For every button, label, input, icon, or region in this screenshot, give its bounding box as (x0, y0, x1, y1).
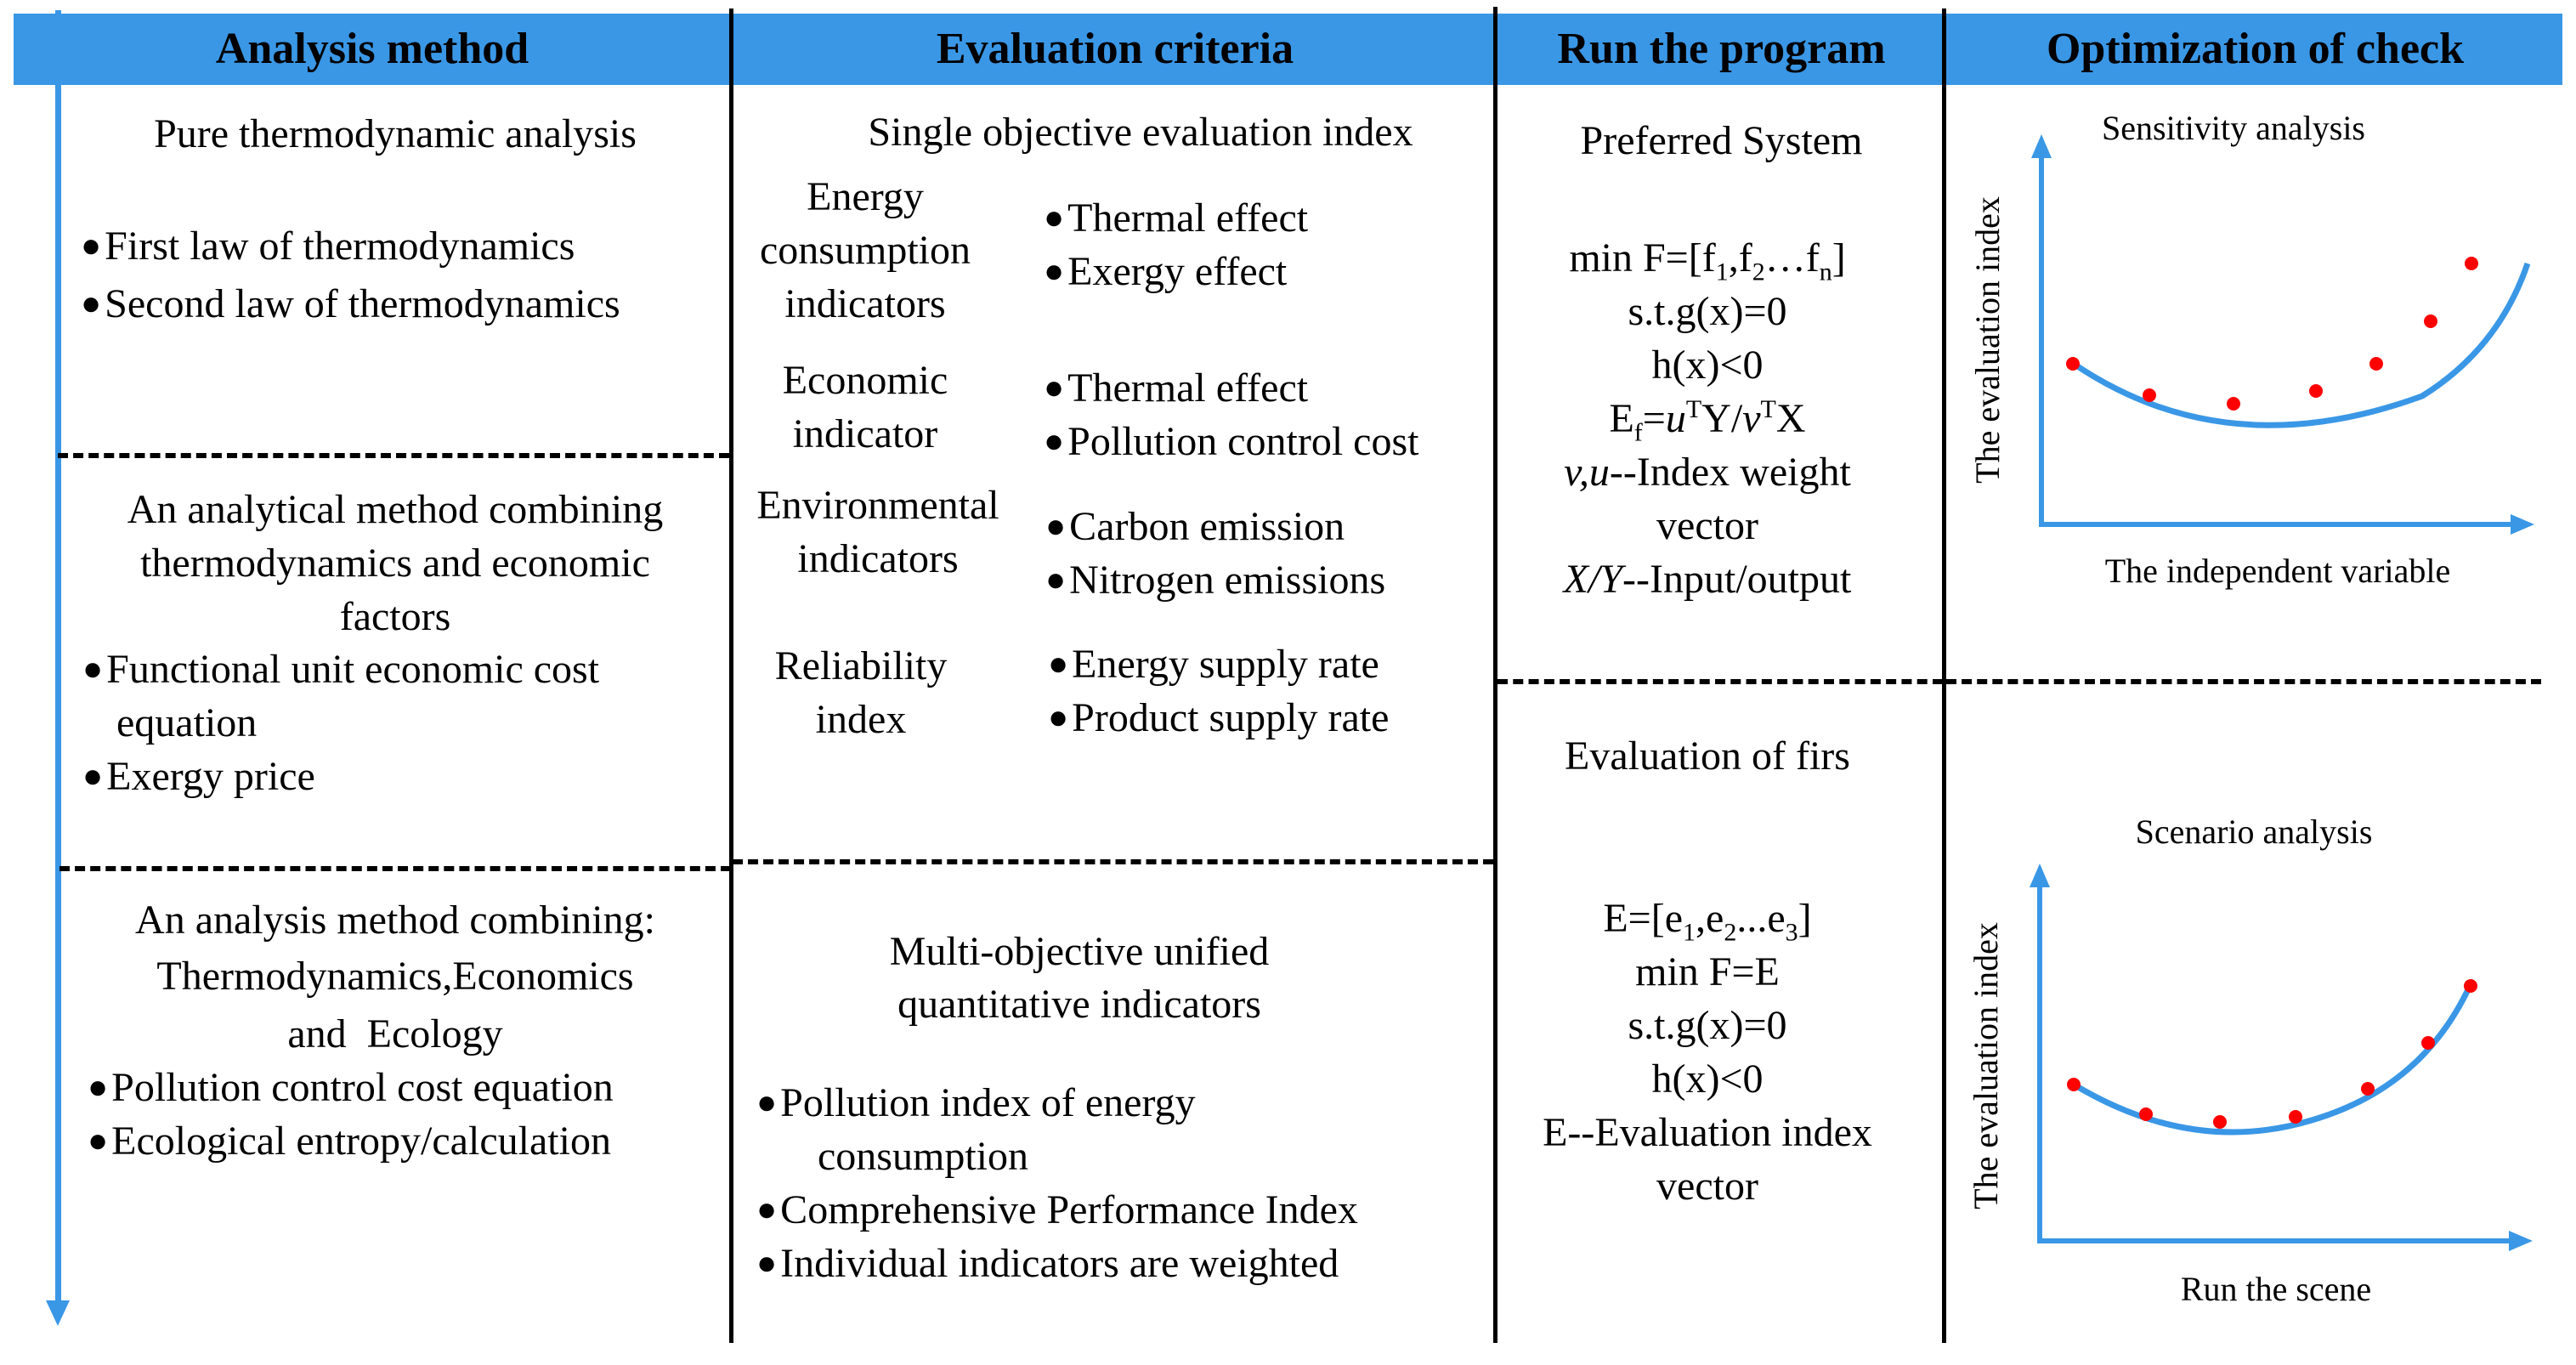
bullet-item-continuation: equation (116, 700, 258, 745)
separator-analysis-2 (59, 866, 731, 871)
scenario-analysis-chart (1946, 799, 2575, 1343)
bullet-item: ● First law of thermodynamics (81, 219, 575, 275)
y-axis-label: The evaluation index (1968, 196, 2007, 484)
criteria-item: ● Comprehensive Performance Index (756, 1183, 1358, 1238)
bullet-item: ● Functional unit economic cost (82, 643, 599, 698)
single-objective-title: Single objective evaluation index (868, 110, 1413, 155)
formula-eval-desc-cont: vector (1656, 1164, 1758, 1209)
evaluation-title: Evaluation of firs (1565, 733, 1850, 779)
x-axis-label: The independent variable (2104, 552, 2451, 590)
header-optimization-of-check: Optimization of check (2046, 25, 2465, 73)
bullet-item: ● Ecological entropy/calculation (88, 1114, 611, 1170)
criteria-label-line: indicator (792, 411, 938, 456)
formula-min: min F=E (1635, 949, 1780, 994)
section-title-line: An analysis method combining: (135, 898, 655, 943)
chart-title: Sensitivity analysis (2102, 109, 2365, 147)
criteria-item-continuation: consumption (818, 1134, 1028, 1179)
formula-eval-vector: $E=[e_1,e_2...e_3]$ (1603, 896, 1812, 947)
bullet-item: ● Exergy price (82, 750, 315, 805)
criteria-item: ● Pollution index of energy (756, 1076, 1196, 1131)
criteria-item: ● Thermal effect (1044, 191, 1308, 246)
formula-constraint-g: s.t.g(x)=0 (1628, 289, 1787, 334)
criteria-item: ● Individual indicators are weighted (756, 1237, 1339, 1292)
arrow-right-icon (2511, 514, 2534, 535)
preferred-system-title: Preferred System (1580, 118, 1863, 163)
arrow-up-icon (2031, 134, 2052, 158)
criteria-label-line: Energy (807, 174, 924, 219)
separator-run-program (1497, 679, 1943, 684)
multi-objective-title-line: Multi-objective unified (889, 929, 1270, 974)
data-points (2066, 257, 2478, 411)
formula-weight-desc: v,u--Index weight (1564, 450, 1851, 495)
x-axis (2037, 1231, 2533, 1251)
separator-evaluation (733, 859, 1493, 864)
flow-down-arrow-icon (34, 10, 85, 1336)
column-divider-1 (729, 8, 733, 1343)
x-axis (2039, 514, 2534, 535)
formula-weight-desc-cont: vector (1656, 503, 1758, 548)
section-title-line: thermodynamics and economic (140, 541, 650, 586)
x-axis-label: Run the scene (2180, 1270, 2372, 1308)
arrow-up-icon (2030, 864, 2050, 887)
criteria-label-line: Environmental (756, 483, 999, 528)
formula-objective: $\min F=[f_1,f_2\dots f_n]$ (1569, 235, 1846, 286)
bullet-item: ● Second law of thermodynamics (81, 277, 620, 332)
column-divider-2 (1493, 7, 1497, 1343)
sensitivity-analysis-chart (1946, 93, 2575, 612)
criteria-label-line: consumption (760, 228, 971, 273)
formula-eval-desc: E--Evaluation index (1543, 1110, 1872, 1155)
criteria-item: ● Product supply rate (1048, 691, 1389, 746)
criteria-item: ● Pollution control cost (1044, 415, 1419, 470)
criteria-label-line: index (815, 697, 907, 742)
formula-efficiency: $E_f=u^TY/v^TX$ (1609, 395, 1806, 447)
criteria-label-line: Reliability (774, 643, 948, 688)
criteria-label-line: Economic (782, 358, 948, 403)
criteria-label-line: indicators (797, 536, 959, 581)
criteria-item: ● Carbon emission (1045, 500, 1345, 555)
section-title: Pure thermodynamic analysis (154, 111, 637, 156)
criteria-item: ● Nitrogen emissions (1045, 553, 1385, 609)
y-axis-label: The evaluation index (1967, 922, 2005, 1209)
criteria-item: ● Thermal effect (1044, 361, 1308, 416)
y-axis (2031, 134, 2052, 524)
y-axis (2030, 864, 2050, 1241)
multi-objective-title-line: quantitative indicators (897, 982, 1261, 1027)
header-evaluation-criteria: Evaluation criteria (936, 25, 1294, 73)
section-title-line: factors (339, 594, 451, 639)
data-points (2067, 979, 2477, 1129)
section-title-line: and Ecology (287, 1011, 503, 1056)
formula-constraint-h: h(x)<0 (1651, 343, 1764, 388)
formula-constraint-h: h(x)<0 (1651, 1056, 1764, 1102)
section-title-line: An analytical method combining (127, 487, 664, 532)
criteria-item: ● Exergy effect (1044, 245, 1287, 300)
chart-title: Scenario analysis (2135, 813, 2373, 851)
bullet-item: ● Pollution control cost equation (88, 1061, 614, 1116)
formula-io-desc: X/Y--Input/output (1563, 557, 1852, 602)
section-title-line: Thermodynamics,Economics (156, 954, 634, 999)
formula-constraint-g: s.t.g(x)=0 (1628, 1003, 1787, 1048)
fit-curve (2074, 986, 2470, 1132)
fit-curve (2074, 263, 2528, 425)
separator-analysis-1 (58, 453, 729, 458)
criteria-item: ● Energy supply rate (1048, 637, 1379, 693)
separator-optimization (1946, 679, 2541, 684)
criteria-label-line: indicators (784, 281, 946, 326)
header-run-the-program: Run the program (1557, 25, 1886, 73)
header-analysis-method: Analysis method (215, 25, 529, 73)
arrow-right-icon (2509, 1231, 2533, 1251)
